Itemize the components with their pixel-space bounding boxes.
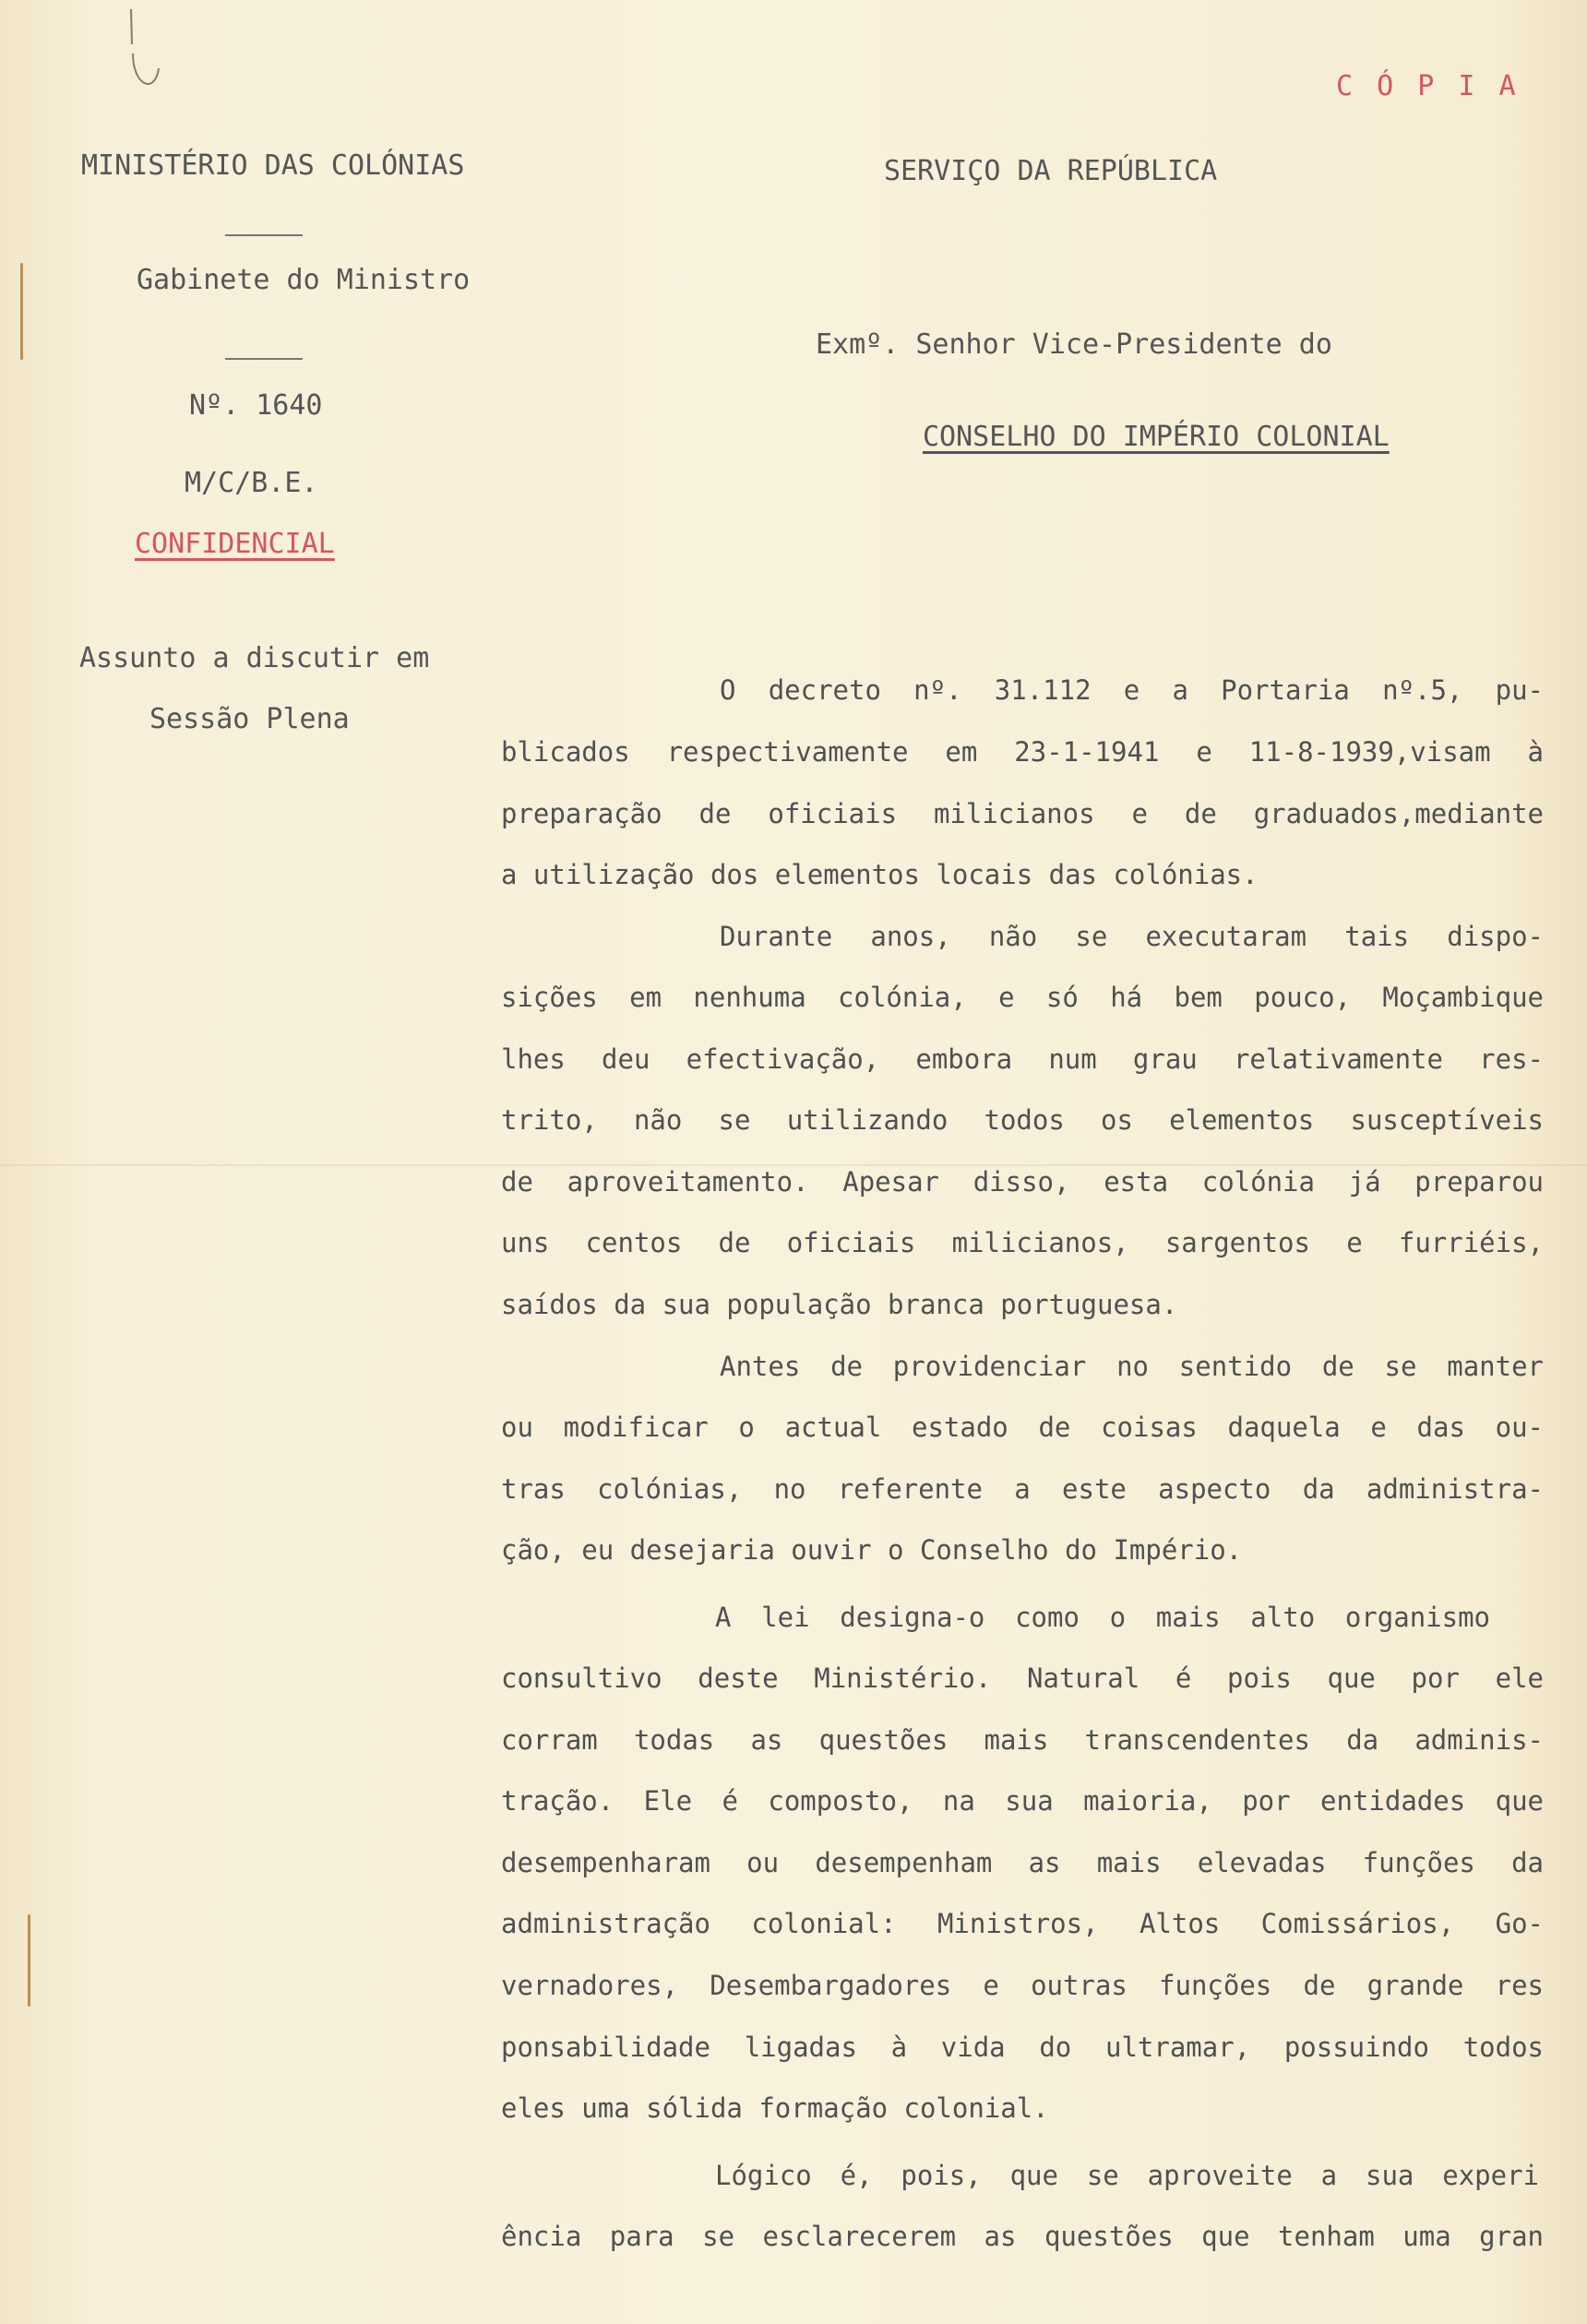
body-line: uns centos de oficiais milicianos, sargentos e furriéis, [501, 1227, 1544, 1258]
body-line: tras colónias, no referente a este aspecto da administra- [501, 1473, 1544, 1505]
body-line: sições em nenhuma colónia, e só há bem pouco, Moçambique [501, 982, 1544, 1013]
subject-line-1: Assunto a discutir em [79, 642, 430, 674]
subject-line-2: Sessão Plena [149, 703, 350, 735]
body-line: eles uma sólida formação colonial. [501, 2092, 1049, 2124]
body-line: Antes de providenciar no sentido de se manter [720, 1351, 1544, 1382]
body-line: ou modificar o actual estado de coisas daquela e das ou- [501, 1412, 1544, 1443]
body-line: O decreto nº. 31.112 e a Portaria nº.5, pu- [720, 674, 1544, 706]
addressee-council: CONSELHO DO IMPÉRIO COLONIAL [923, 421, 1390, 453]
body-line: trito, não se utilizando todos os elementos susceptíveis [501, 1104, 1544, 1136]
body-line: consultivo deste Ministério. Natural é pois que por ele [501, 1663, 1544, 1694]
document-number: Nº. 1640 [189, 389, 323, 422]
ministry-heading: MINISTÉRIO DAS COLÓNIAS [81, 149, 465, 182]
body-line: administração colonial: Ministros, Altos Comissários, Go- [501, 1908, 1544, 1939]
cabinet-label: Gabinete do Ministro [137, 264, 471, 296]
body-line: de aproveitamento. Apesar disso, esta colónia já preparou [501, 1166, 1544, 1198]
body-line: lhes deu efectivação, embora num grau relativamente res- [501, 1043, 1544, 1075]
body-line: saídos da sua população branca portuguesa. [501, 1289, 1178, 1320]
body-line: desempenharam ou desempenham as mais elevadas funções da [501, 1847, 1544, 1878]
body-line: A lei designa-o como o mais alto organismo [715, 1602, 1490, 1633]
body-line: ponsabilidade ligadas à vida do ultramar, possuindo todos [501, 2032, 1544, 2063]
body-line: Durante anos, não se executaram tais dispo- [720, 921, 1544, 952]
body-line: Lógico é, pois, que se aproveite a sua experi [715, 2160, 1539, 2191]
separator [225, 234, 303, 236]
addressee-salutation: Exmº. Senhor Vice-Presidente do [816, 328, 1332, 361]
handwritten-mark [120, 7, 166, 95]
body-line: tração. Ele é composto, na sua maioria, por entidades que [501, 1785, 1544, 1817]
body-line: ção, eu desejaria ouvir o Conselho do Império. [501, 1534, 1243, 1566]
document-reference: M/C/B.E. [185, 467, 318, 499]
service-heading: SERVIÇO DA REPÚBLICA [884, 155, 1218, 187]
body-line: vernadores, Desembargadores e outras funções de grande res [501, 1970, 1544, 2001]
body-line: corram todas as questões mais transcendentes da adminis- [501, 1724, 1544, 1756]
body-line: ência para se esclarecerem as questões que tenham uma gran [501, 2221, 1544, 2252]
confidential-stamp: CONFIDENCIAL [135, 528, 335, 560]
margin-pencil-mark [20, 263, 23, 360]
body-line: preparação de oficiais milicianos e de graduados,mediante [501, 798, 1544, 829]
copy-stamp: C Ó P I A [1336, 70, 1520, 102]
margin-pencil-mark [28, 1914, 30, 2007]
body-line: blicados respectivamente em 23-1-1941 e 11-8-1939,visam à [501, 736, 1544, 768]
body-line: a utilização dos elementos locais das colónias. [501, 859, 1259, 890]
separator [225, 358, 303, 360]
